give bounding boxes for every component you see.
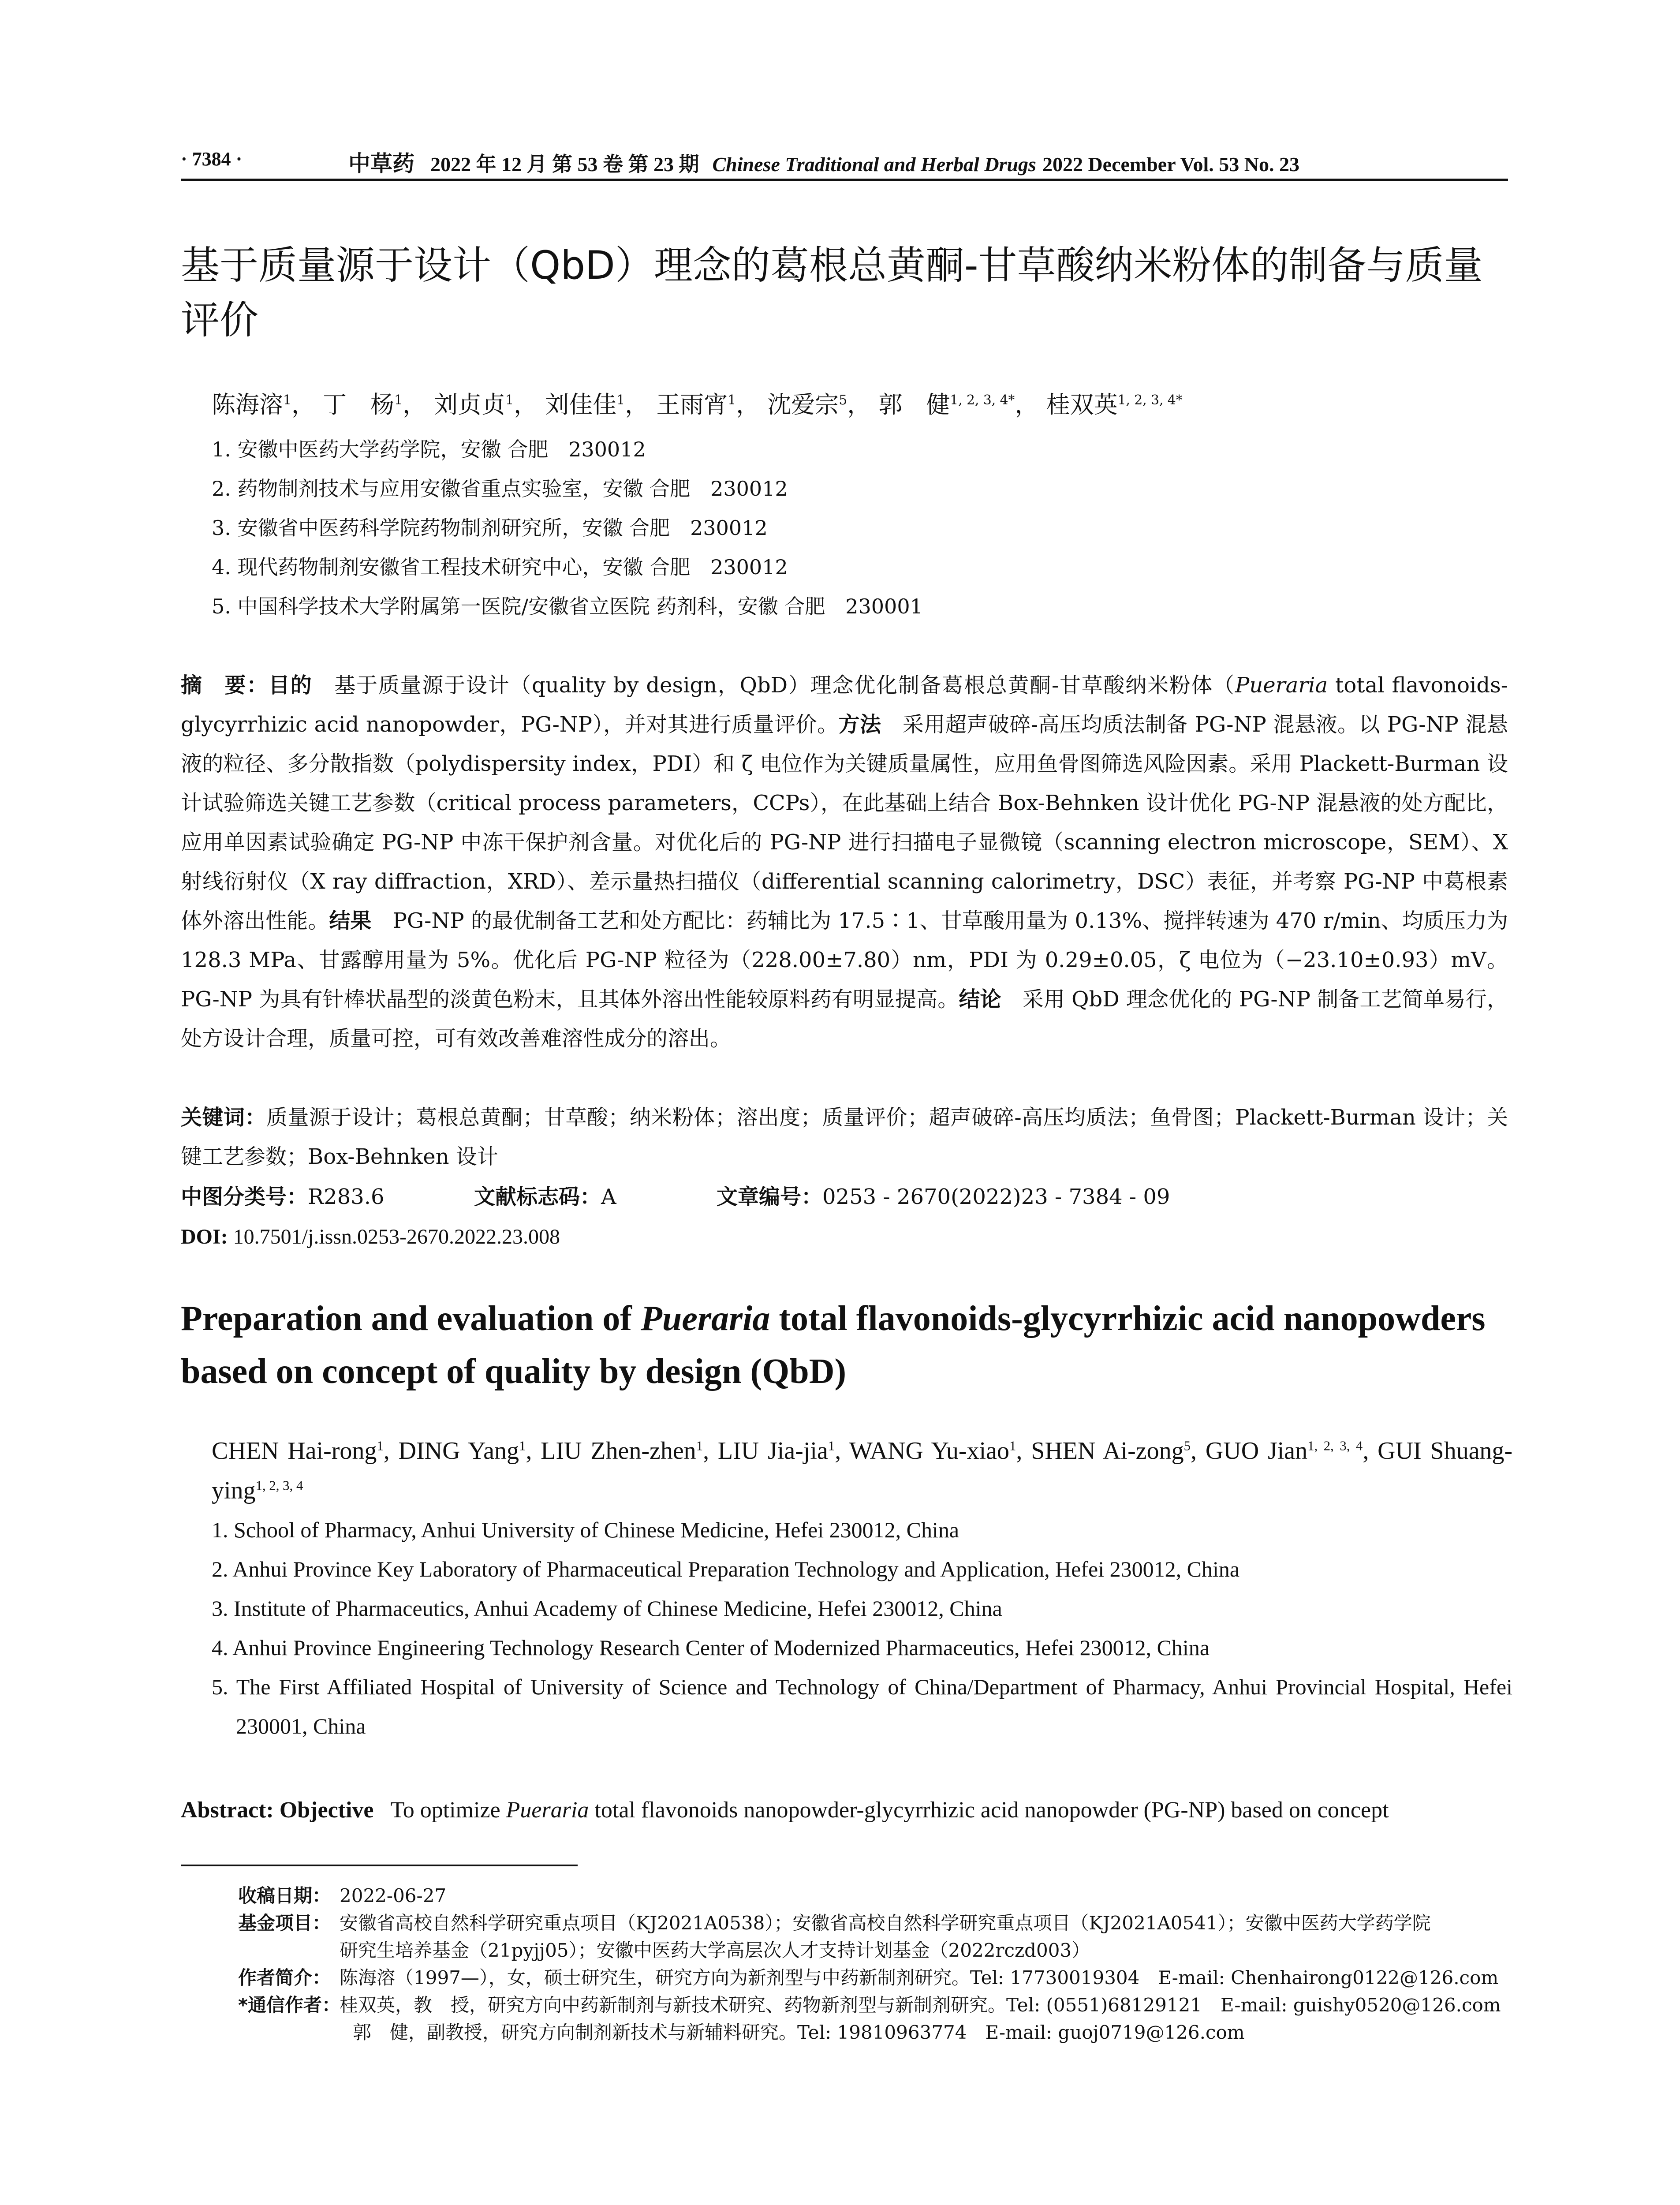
article-number: 文章编号：0253 - 2670(2022)23 - 7384 - 09 <box>717 1185 1170 1209</box>
result-label: 结果 <box>329 908 372 933</box>
footnotes <box>238 1882 1508 2046</box>
footnote-divider <box>181 1865 578 1866</box>
running-header <box>181 143 1508 181</box>
method-text: 采用超声破碎-高压均质法制备 PG-NP 混悬液。以 PG-NP 混悬液的粒径、多分散指数（polydispersity index，PDI）和 ζ 电位作为关键质量属性，应用鱼骨图筛选风险因素。采用 Plackett-Burman 设计试验筛选关键工艺参数（critical process parameters，CCPs），在此基础上结合 Box-Behnken 设计优化 PG-NP 混悬液的处方配比，应用单因素试验确定 PG-NP 中冻干保护剂含量。对优化后的 PG-NP 进行扫描电子显微镜（scanning electron microscope，SEM）、X 射线衍射仪（X ray diffraction，XRD）、差示量热扫描仪（differential scanning calorimetry，DSC）表征，并考察 PG-NP 中葛根素体外溶出性能。 <box>181 712 1508 933</box>
funding: 基金项目： 安徽省高校自然科学研究重点项目（KJ2021A0538）；安徽省高校自然科学研究重点项目（KJ2021A0541）；安徽中医药大学药学院 研究生培养基金（21pyjj05）；安徽中医药大学高层次人才支持计划基金（2022rczd003） <box>238 1912 1431 1961</box>
conclusion-text: 采用 QbD 理念优化的 PG-NP 制备工艺简单易行，处方设计合理，质量可控，可有效改善难溶性成分的溶出。 <box>181 987 1508 1051</box>
keywords-text: 质量源于设计；葛根总黄酮；甘草酸；纳米粉体；溶出度；质量评价；超声破碎-高压均质法；鱼骨图；Plackett-Burman 设计；关键工艺参数；Box-Behnken 设计 <box>181 1105 1508 1169</box>
objective-text: 基于质量源于设计（quality by design，QbD）理念优化制备葛根总黄酮-甘草酸纳米粉体（ <box>312 673 1236 698</box>
affiliation: 4. 现代药物制剂安徽省工程技术研究中心，安徽 合肥 230012 <box>212 555 788 579</box>
issue-date-cn: 2022 年 12 月 第 53 卷 第 23 期 <box>430 153 699 176</box>
author: 沈爱宗$^5$， <box>767 391 871 419</box>
objective-label: 目的 <box>269 673 313 698</box>
received-date: 收稿日期： 2022-06-27 <box>238 1885 447 1906</box>
affiliation: 1. School of Pharmacy, Anhui University of Chinese Medicine, Hefei 230012, China <box>212 1517 959 1542</box>
author: WANG Yu-xiao$^1$, <box>849 1437 1031 1465</box>
author: 王雨宵$^1$， <box>656 391 760 419</box>
author: GUI Shuang-ying$^{1, 2, 3, 4}$ <box>212 1437 1513 1504</box>
abstract-chinese <box>181 666 1508 1058</box>
author: 陈海溶$^1$， <box>212 391 315 419</box>
affiliations-english <box>212 1510 1512 1746</box>
affiliation: 2. Anhui Province Key Laboratory of Pharmaceutical Preparation Technology and Application, Hefei 230012, China <box>212 1557 1240 1581</box>
affiliations-chinese <box>212 430 1512 626</box>
authors-english <box>212 1431 1512 1510</box>
affiliation: 1. 安徽中医药大学药学院，安徽 合肥 230012 <box>212 437 646 461</box>
method-label: 方法 <box>838 712 881 737</box>
abstract-label: 摘 要： <box>181 673 269 698</box>
conclusion-label: 结论 <box>959 987 1001 1012</box>
affiliation: 5. The First Affiliated Hospital of University of Science and Technology of China/Department of Pharmacy, Anhui Provincial Hospital, Hefei 230001, China <box>212 1674 1512 1738</box>
author: DING Yang$^1$, <box>398 1437 541 1465</box>
author-bio: 作者简介： 陈海溶（1997—），女，硕士研究生，研究方向为新剂型与中药新制剂研究。Tel: 17730019304 E-mail: Chenhairong0122@126.com <box>238 1967 1499 1988</box>
classification-line <box>181 1177 1508 1217</box>
doi-value: 10.7501/j.issn.0253-2670.2022.23.008 <box>233 1225 560 1248</box>
keywords-label: 关键词： <box>181 1105 266 1130</box>
objective-italic: Pueraria <box>1235 673 1328 698</box>
clc-code: 中图分类号：R283.6 <box>181 1185 385 1209</box>
affiliation: 2. 药物制剂技术与应用安徽省重点实验室，安徽 合肥 230012 <box>212 477 788 501</box>
author: CHEN Hai-rong$^1$, <box>212 1437 399 1465</box>
author: SHEN Ai-zong$^5$, <box>1031 1437 1206 1465</box>
result-text: PG-NP 的最优制备工艺和处方配比：药辅比为 17.5∶1、甘草酸用量为 0.13%、搅拌转速为 470 r/min、均质压力为 128.3 MPa、甘露醇用量为 5%。优化后 PG-NP 粒径为（228.00±7.80）nm，PDI 为 0.29±0.05，ζ 电位为（−23.10±0.93）mV。PG-NP 为具有针棒状晶型的淡黄色粉末，且其体外溶出性能较原料药有明显提高。 <box>181 908 1508 1012</box>
objective-text-2: total flavonoids-glycyrrhizic acid nanopowder，PG-NP），并对其进行质量评价。 <box>181 673 1508 737</box>
doi-line <box>181 1217 560 1256</box>
page-number: · 7384 · <box>181 148 243 170</box>
author: 桂双英$^{1, 2, 3, 4*}$ <box>1046 391 1183 419</box>
abstract-english: Abstract: Objective To optimize Pueraria total flavonoids nanopowder-glycyrrhizic acid nanopowder (PG-NP) based on concept <box>181 1798 1389 1823</box>
affiliation: 5. 中国科学技术大学附属第一医院/安徽省立医院 药剂科，安徽 合肥 230001 <box>212 594 923 618</box>
journal-name-cn: 中草药 <box>348 150 414 176</box>
affiliation: 3. Institute of Pharmaceutics, Anhui Academy of Chinese Medicine, Hefei 230012, China <box>212 1596 1002 1621</box>
author: LIU Zhen-zhen$^1$, <box>541 1437 718 1465</box>
author: LIU Jia-jia$^1$, <box>717 1437 849 1465</box>
author: 刘佳佳$^1$， <box>545 391 649 419</box>
author: 郭 健$^{1, 2, 3, 4*}$， <box>878 391 1039 419</box>
author: 丁 杨$^1$， <box>323 391 426 419</box>
authors-chinese <box>212 387 1512 422</box>
corresponding-authors: *通信作者： 桂双英，教 授，研究方向中药新制剂与新技术研究、药物新剂型与新制剂研究。Tel: (0551)68129121 E-mail: guishy0520@126.com 郭 健，副教授，研究方向制剂新技术与新辅料研究。Tel: 19810963774 E-mail: guoj0719@126.com <box>238 1994 1501 2043</box>
abstract-en-label: Abstract: Objective <box>181 1798 374 1823</box>
author: 刘贞贞$^1$， <box>434 391 538 419</box>
issue-date-en: 2022 December Vol. 53 No. 23 <box>1042 153 1299 176</box>
title-english: Preparation and evaluation of Pueraria total flavonoids-glycyrrhizic acid nanopowders based on concept of quality by design (QbD) <box>181 1299 1486 1391</box>
affiliation: 4. Anhui Province Engineering Technology Research Center of Modernized Pharmaceutics, Hefei 230012, China <box>212 1635 1210 1660</box>
document-code: 文献标志码：A <box>474 1185 616 1209</box>
affiliation: 3. 安徽省中医药科学院药物制剂研究所，安徽 合肥 230012 <box>212 516 768 540</box>
author: GUO Jian$^{1, 2, 3, 4}$, <box>1205 1437 1378 1465</box>
doi-label: DOI: <box>181 1225 228 1248</box>
keywords-chinese <box>181 1098 1508 1177</box>
title-chinese: 基于质量源于设计（QbD）理念的葛根总黄酮-甘草酸纳米粉体的制备与质量评价 <box>181 243 1483 343</box>
journal-name-en: Chinese Traditional and Herbal Drugs <box>712 153 1036 176</box>
journal-line <box>348 146 1299 178</box>
